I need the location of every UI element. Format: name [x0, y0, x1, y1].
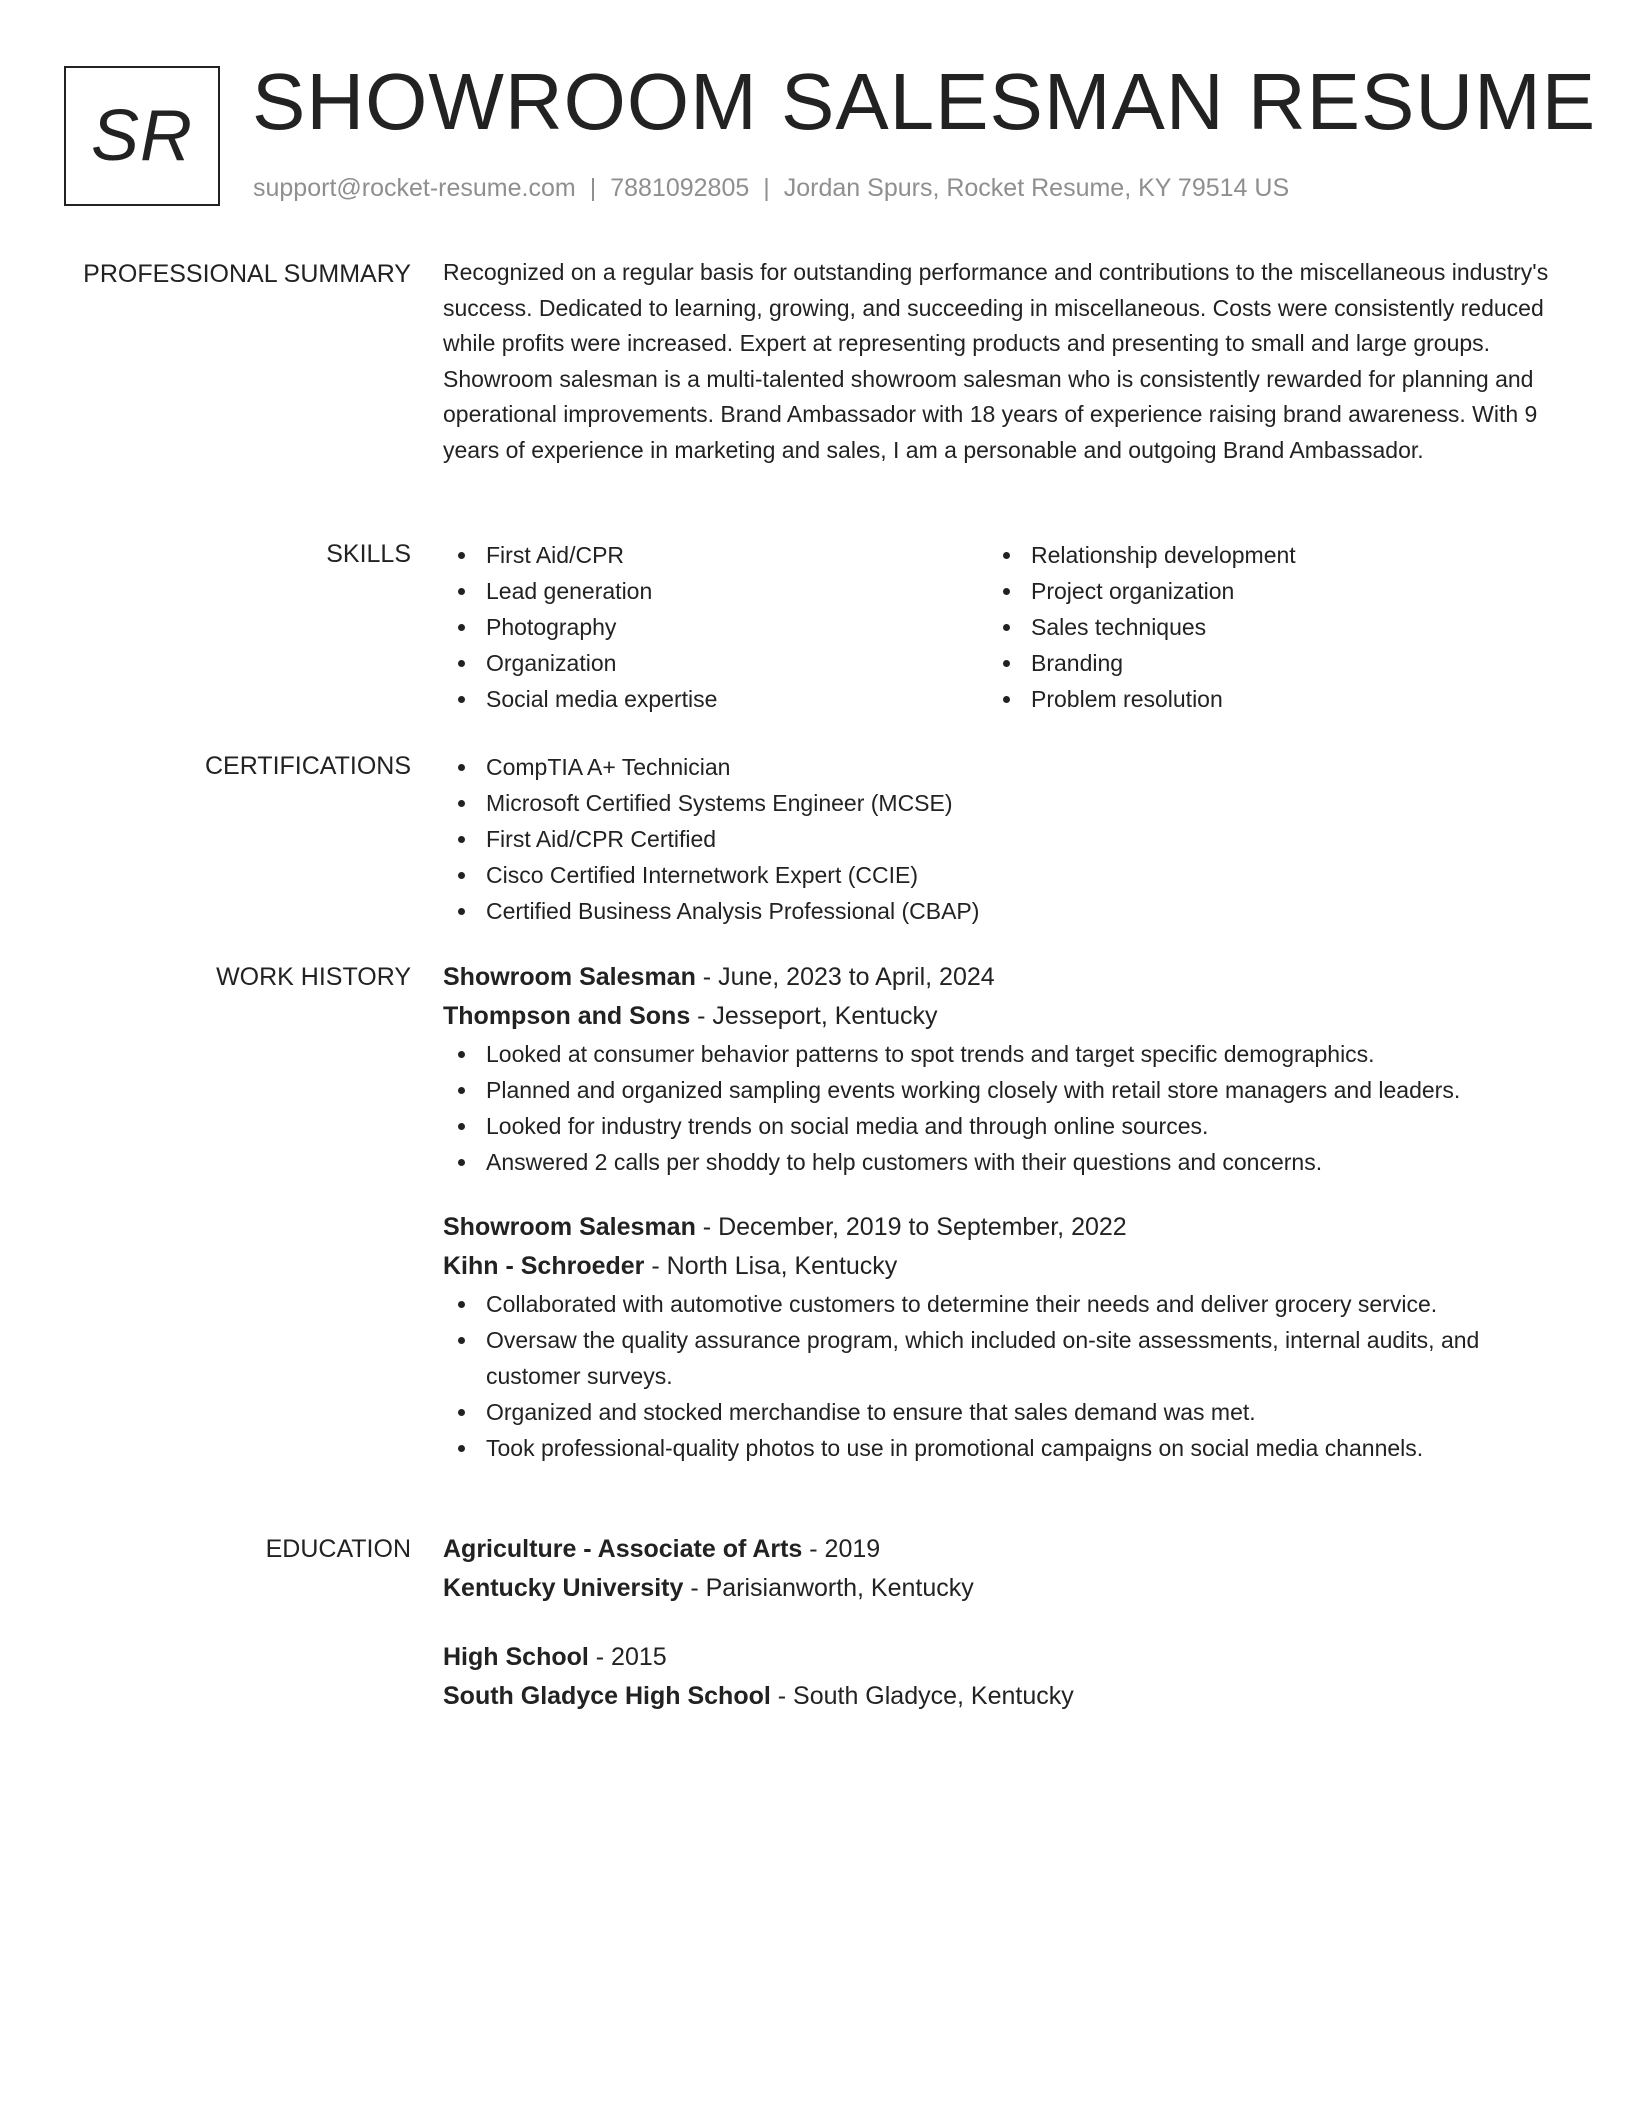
- job-title: Showroom Salesman: [443, 963, 696, 991]
- job-duties: [443, 1286, 1553, 1466]
- job-heading: [443, 958, 1553, 997]
- job-heading: [443, 1208, 1553, 1247]
- education-school: South Gladyce High School: [443, 1682, 771, 1710]
- education-school-line: [443, 1569, 1553, 1608]
- skills-grid: [443, 537, 1553, 717]
- monogram-logo: SR: [64, 66, 220, 206]
- education-heading: [443, 1638, 1553, 1677]
- education-entry: [443, 1530, 1553, 1608]
- list-item: Social media expertise: [443, 681, 988, 717]
- list-item: Took professional-quality photos to use in promotional campaigns on social media channels.: [443, 1430, 1553, 1466]
- list-item: Looked for industry trends on social media and through online sources.: [443, 1108, 1553, 1144]
- education-heading: [443, 1530, 1553, 1569]
- job-entry: [443, 958, 1553, 1180]
- job-dates: - December, 2019 to September, 2022: [695, 1213, 1127, 1241]
- certifications-list: [443, 749, 1553, 929]
- list-item: Cisco Certified Internetwork Expert (CCIE): [443, 857, 1553, 893]
- list-item: Microsoft Certified Systems Engineer (MCSE): [443, 785, 1553, 821]
- list-item: Answered 2 calls per shoddy to help customers with their questions and concerns.: [443, 1144, 1553, 1180]
- summary-body: [443, 255, 1553, 469]
- section-label: SKILLS: [326, 540, 411, 568]
- education-entry: [443, 1638, 1553, 1716]
- skills-list-right: [988, 537, 1533, 717]
- list-item: Collaborated with automotive customers to determine their needs and deliver grocery service.: [443, 1286, 1553, 1322]
- education-body: [443, 1530, 1553, 1746]
- education-year: - 2019: [802, 1535, 881, 1563]
- list-item: Planned and organized sampling events working closely with retail store managers and leaders.: [443, 1072, 1553, 1108]
- education-location: - South Gladyce, Kentucky: [770, 1682, 1074, 1710]
- job-location: - North Lisa, Kentucky: [644, 1252, 898, 1280]
- contact-separator: |: [763, 174, 770, 202]
- list-item: Sales techniques: [988, 609, 1533, 645]
- work-history-body: [443, 958, 1553, 1494]
- job-employer: [443, 997, 1553, 1036]
- section-label: WORK HISTORY: [216, 963, 411, 991]
- list-item: Looked at consumer behavior patterns to spot trends and target specific demographics.: [443, 1036, 1553, 1072]
- list-item: Branding: [988, 645, 1533, 681]
- job-title: Showroom Salesman: [443, 1213, 696, 1241]
- list-item: Oversaw the quality assurance program, which included on-site assessments, internal audits, and customer surveys.: [443, 1322, 1553, 1394]
- list-item: CompTIA A+ Technician: [443, 749, 1553, 785]
- education-year: - 2015: [588, 1643, 667, 1671]
- list-item: Photography: [443, 609, 988, 645]
- list-item: Lead generation: [443, 573, 988, 609]
- list-item: Project organization: [988, 573, 1533, 609]
- list-item: Certified Business Analysis Professional (CBAP): [443, 893, 1553, 929]
- list-item: Organized and stocked merchandise to ensure that sales demand was met.: [443, 1394, 1553, 1430]
- section-label: PROFESSIONAL SUMMARY: [83, 260, 411, 288]
- education-degree: High School: [443, 1643, 589, 1671]
- job-duties: [443, 1036, 1553, 1180]
- skills-list-left: [443, 537, 988, 717]
- summary-text: Recognized on a regular basis for outstanding performance and contributions to the miscellaneous industry's success. Dedicated to learning, growing, and succeeding in miscellaneous. Costs were consistently reduced while profits were increased. Expert at representing products and presenting to small and large groups. Showroom salesman is a multi-talented showroom salesman who is consistently rewarded for planning and operational improvements. Brand Ambassador with 18 years of experience raising brand awareness. With 9 years of experience in marketing and sales, I am a personable and outgoing Brand Ambassador.: [443, 259, 1549, 463]
- job-company: Thompson and Sons: [443, 1002, 691, 1030]
- list-item: Relationship development: [988, 537, 1533, 573]
- education-location: - Parisianworth, Kentucky: [683, 1574, 974, 1602]
- list-item: First Aid/CPR: [443, 537, 988, 573]
- contact-address: Jordan Spurs, Rocket Resume, KY 79514 US: [783, 174, 1290, 202]
- job-location: - Jesseport, Kentucky: [690, 1002, 938, 1030]
- contact-separator: |: [589, 174, 597, 202]
- contact-line: [253, 174, 1289, 203]
- list-item: First Aid/CPR Certified: [443, 821, 1553, 857]
- job-dates: - June, 2023 to April, 2024: [695, 963, 995, 991]
- job-entry: [443, 1208, 1553, 1466]
- education-school-line: [443, 1677, 1553, 1716]
- section-label: EDUCATION: [265, 1535, 411, 1563]
- section-label: CERTIFICATIONS: [204, 752, 411, 780]
- education-degree: Agriculture - Associate of Arts: [443, 1535, 803, 1563]
- contact-phone: 7881092805: [610, 174, 750, 202]
- list-item: Problem resolution: [988, 681, 1533, 717]
- job-employer: [443, 1247, 1553, 1286]
- education-school: Kentucky University: [443, 1574, 684, 1602]
- certifications-body: [443, 749, 1553, 929]
- resume-title: SHOWROOM SALESMAN RESUME: [252, 57, 1597, 146]
- job-company: Kihn - Schroeder: [443, 1252, 645, 1280]
- contact-email: support@rocket-resume.com: [253, 174, 576, 202]
- list-item: Organization: [443, 645, 988, 681]
